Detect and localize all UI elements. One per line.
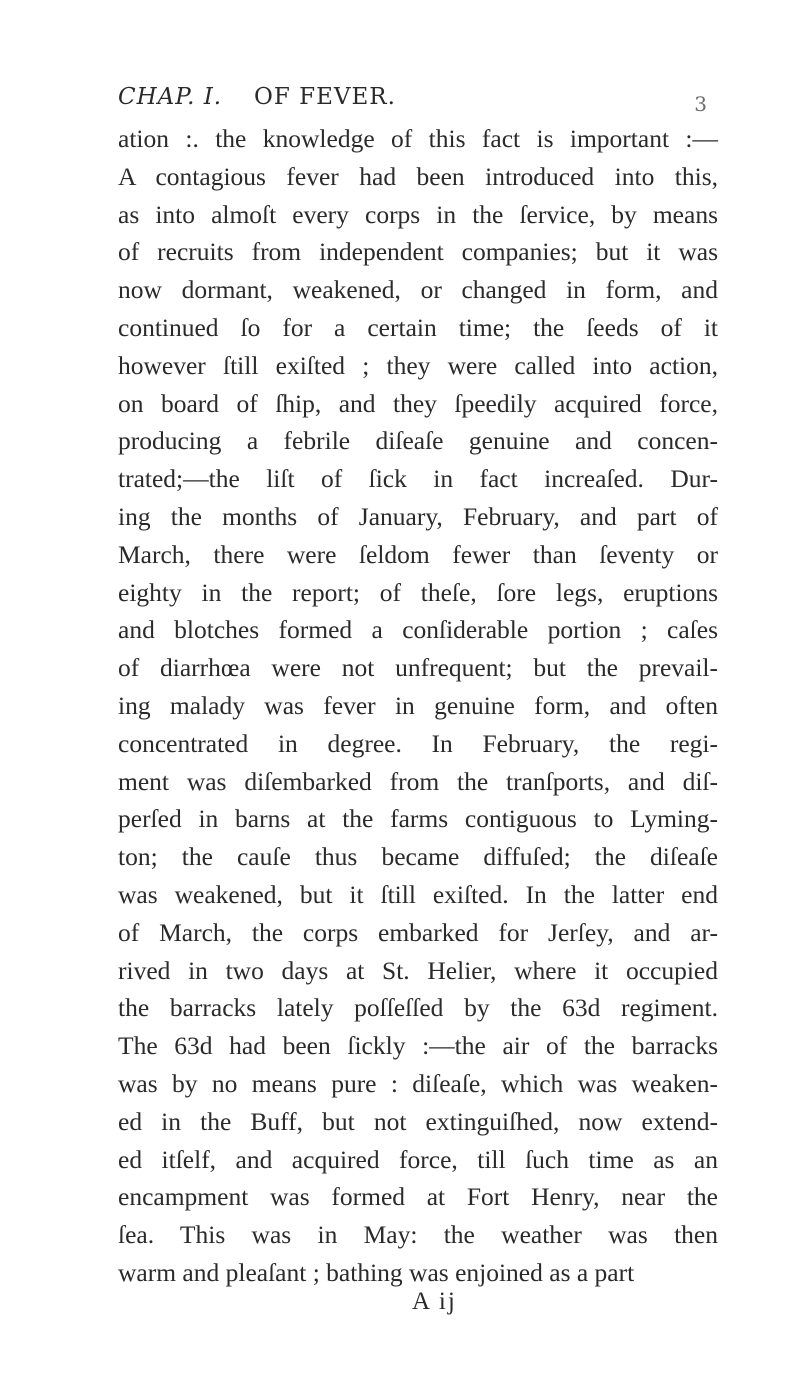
subject-heading: OF FEVER. [254,84,396,110]
text-line: was by no means pure : diſeaſe, which was weaken- [118,1068,718,1098]
text-line: continued ſo for a certain time; the ſeeds of it [118,312,718,342]
text-line: ing the months of January, February, and part of [118,501,718,531]
text-line: warm and pleaſant ; bathing was enjoined as a part [118,1257,635,1287]
text-line: ation :. the knowledge of this fact is important :— [118,124,718,153]
text-line: and blotches formed a conſiderable portion ; caſes [118,615,718,645]
text-line: eighty in the report; of theſe, ſore legs, eruptions [118,577,718,607]
text-line: now dormant, weakened, or changed in form, and [118,275,718,305]
text-line: ton; the cauſe thus became diffuſed; the diſeaſe [118,842,718,872]
text-line: ſea. This was in May: the weather was then [118,1220,718,1250]
text-line: the barracks lately poſſeſſed by the 63d regiment. [118,993,718,1023]
text-line: ed itſelf, and acquired force, till ſuch time as an [118,1144,718,1174]
text-line: however ſtill exiſted ; they were called into action, [118,350,718,380]
text-line: The 63d had been ſickly :—the air of the barracks [118,1031,718,1061]
text-line: was weakened, but it ſtill exiſted. In the latter end [118,879,718,909]
text-line: trated;—the liſt of ſick in fact increaſed. Dur- [118,464,718,494]
text-line: of diarrhœa were not unfrequent; but the prevail- [118,653,718,683]
text-line: producing a febrile diſeaſe genuine and concen- [118,426,718,456]
page-number: 3 [694,92,708,116]
running-head [118,84,708,120]
text-line: ment was diſembarked from the tranſports, and diſ- [118,766,718,796]
text-line: of recruits from independent companies; but it was [118,237,718,267]
text-line: encampment was formed at Fort Henry, near the [118,1182,718,1212]
text-line: March, there were ſeldom fewer than ſeventy or [118,539,718,569]
text-line: A contagious fever had been introduced into this, [118,161,718,191]
body-text [118,120,718,1292]
text-line: as into almoſt every corps in the ſervice, by means [118,199,718,229]
signature-mark: A ij [412,1288,457,1315]
text-line: concentrated in degree. In February, the regi- [118,728,718,758]
text-line: rived in two days at St. Helier, where it occupied [118,955,718,985]
text-line: on board of ſhip, and they ſpeedily acquired force, [118,388,718,418]
text-line: perſed in barns at the farms contiguous to Lyming- [118,804,718,834]
text-line: of March, the corps embarked for Jerſey, and ar- [118,917,718,947]
text-line: ed in the Buff, but not extinguiſhed, now extend- [118,1106,718,1136]
text-line: ing malady was fever in genuine form, and often [118,690,718,720]
chapter-heading: CHAP. I. [118,84,223,110]
